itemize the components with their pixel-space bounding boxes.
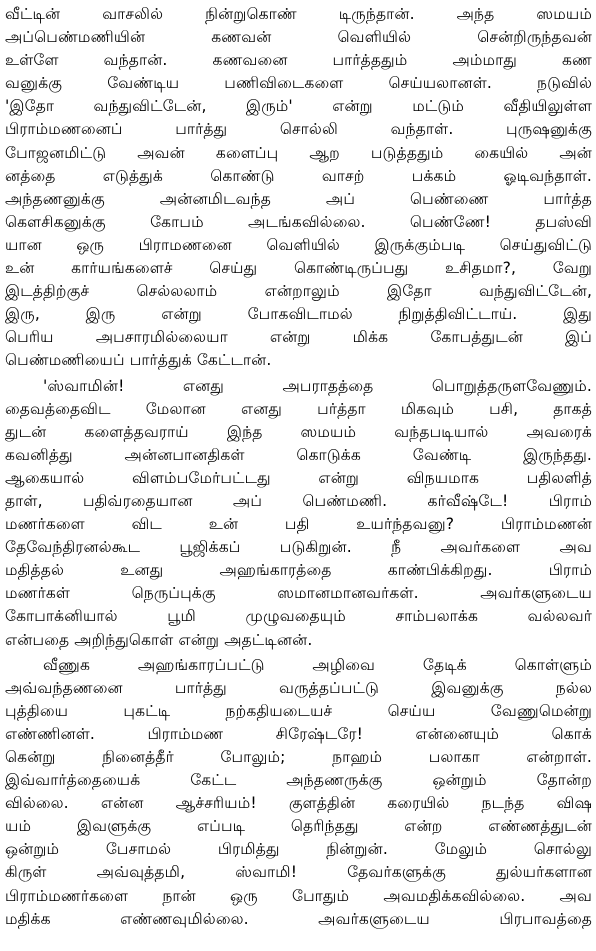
text-line: ஆகையால் விளம்பமேர்பட்டது என்று விநயமாக பதிலளித் (5, 468, 592, 487)
text-line: பெரிய அபசாரமில்லையா என்று மிக்க கோபத்துடன் இப் (5, 328, 592, 347)
text-line: கென்று நினைத்தீர் போலும்; நாஹம் பலாகா என்றாள். (5, 748, 592, 766)
text-line: உன் கார்யங்களைச் செய்து கொண்டிருப்பது உசிதமா?, வேறு (5, 259, 592, 278)
text-line: வீணுக அஹங்காரப்பட்டு அழிவை தேடிக் கொள்ளும் (43, 655, 592, 674)
text-line: கோபாக்னியால் பூமி முழுவதையும் சாம்பலாக்க வல்லவர் (5, 607, 592, 626)
text-line: மணர்கள் நெருப்புக்கு ஸமானமானவர்கள். அவர்களுடைய (5, 584, 592, 603)
text-line: தேவேந்திரனல்கூட பூஜிக்கப் படுகிறுன். நீ அவர்களை அவ (5, 538, 592, 557)
text-line: மதித்தல் உனது அஹங்காரத்தை காண்பிக்கிறது. பிராம் (5, 561, 592, 580)
text-line: கிருள் அவ்வுத்தமி, ஸ்வாமி! தேவர்களுக்கு துல்யர்களான (5, 863, 592, 882)
text-line: ஒன்றும் பேசாமல் பிரமித்து நின்றுன். மேலும் சொல்லு (5, 840, 592, 859)
text-line: வனுக்கு வேண்டிய பணிவிடைகளை செய்யலானள். நடுவில் (5, 74, 592, 93)
text-line: உள்ளே வந்தான். கணவனை பார்த்ததும் அம்மாது கண (5, 51, 592, 70)
text-line: அவ்வந்தணனை பார்த்து வருத்தப்பட்டு இவனுக்கு நல்ல (5, 678, 592, 697)
text-line: 'ஸ்வாமின்! எனது அபராதத்தை பொறுத்தருளவேணும். (43, 376, 592, 395)
text-line: பெண்மணியைப் பார்த்துக் கேட்டான். (5, 351, 272, 370)
paragraph-1 (5, 3, 592, 373)
text-line: மணர்களை விட உன் பதி உயர்ந்தவனு? பிராம்மணன் (5, 515, 592, 534)
text-line: பிராம்மணர்களை நான் ஒரு போதும் அவமதிக்கவில்லை. அவ (5, 886, 592, 905)
text-line: கவனித்து அன்னபானதிகள் கொடுக்க வேண்டி இருந்தது. (5, 445, 592, 464)
text-line: னத்தை எடுத்துக் கொண்டு வாசற் பக்கம் ஓடிவந்தாள். (5, 166, 592, 185)
text-line: இவ்வார்த்தையைக் கேட்ட அந்தணருக்கு ஒன்றும் தோன்ற (5, 771, 592, 790)
text-line: என்பதை அறிந்துகொள் என்று அதட்டினன். (5, 630, 313, 649)
text-line: யான ஒரு பிராமணனை வெளியில் இருக்கும்படி செய்துவிட்டு (5, 235, 592, 254)
text-line: யம் இவளுக்கு எப்படி தெரிந்தது என்ற எண்ணத்துடன் (5, 817, 592, 836)
text-line: தைவத்தைவிட மேலான எனது பர்த்தா மிகவும் பசி, தாகத் (5, 399, 592, 418)
text-line: புத்தியை புகட்டி நற்கதியடையச் செய்ய வேணுமென்று (5, 701, 592, 720)
text-line: மதிக்க எண்ணவுமில்லை. அவர்களுடைய பிரபாவத்தை (5, 909, 592, 928)
text-line: 'இதோ வந்துவிட்டேன், இரும்' என்று மட்டும் வீதியிலுள்ள (5, 97, 592, 116)
text-line: எண்ணினள். பிராம்மண சிரேஷ்டரே! என்னையும் கொக் (5, 724, 592, 743)
text-line: கௌசிகனுக்கு கோபம் அடங்கவில்லை. பெண்ணே! தபஸ்வி (5, 212, 592, 231)
text-line: வில்லை. என்ன ஆச்சரியம்! குளத்தின் கரையில் நடந்த விஷ (5, 794, 592, 813)
text-line: இடத்திற்குச் செல்லலாம் என்றாலும் இதோ வந்துவிட்டேன், (5, 282, 592, 301)
paragraph-3 (5, 654, 592, 931)
text-line: துடன் களைத்தவராய் இந்த ஸமயம் வந்தபடியால் அவரைக் (5, 422, 592, 441)
text-line: தாள், பதிவ்ரதையான அப் பெண்மணி. கர்வீஷ்டே! பிராம் (5, 491, 592, 510)
text-line: அப்பெண்மணியின் கணவன் வெளியில் சென்றிருந்தவன் (5, 28, 592, 47)
text-line: அந்தணனுக்கு அன்னமிடவந்த அப் பெண்ணை பார்த்த (5, 189, 592, 208)
text-line: இரு, இரு என்று போகவிடாமல் நிறுத்திவிட்டாய். இது (5, 305, 592, 324)
text-line: போஜனமிட்டு அவன் களைப்பு ஆற படுத்ததும் கையில் அன் (5, 143, 592, 162)
text-line: வீட்டின் வாசலில் நின்றுகொண் டிருந்தான். அந்த ஸமயம் (5, 5, 592, 23)
text-line: பிராம்மணனைப் பார்த்து சொல்லி வந்தாள். புருஷனுக்கு (5, 120, 592, 139)
paragraph-2 (5, 375, 592, 652)
